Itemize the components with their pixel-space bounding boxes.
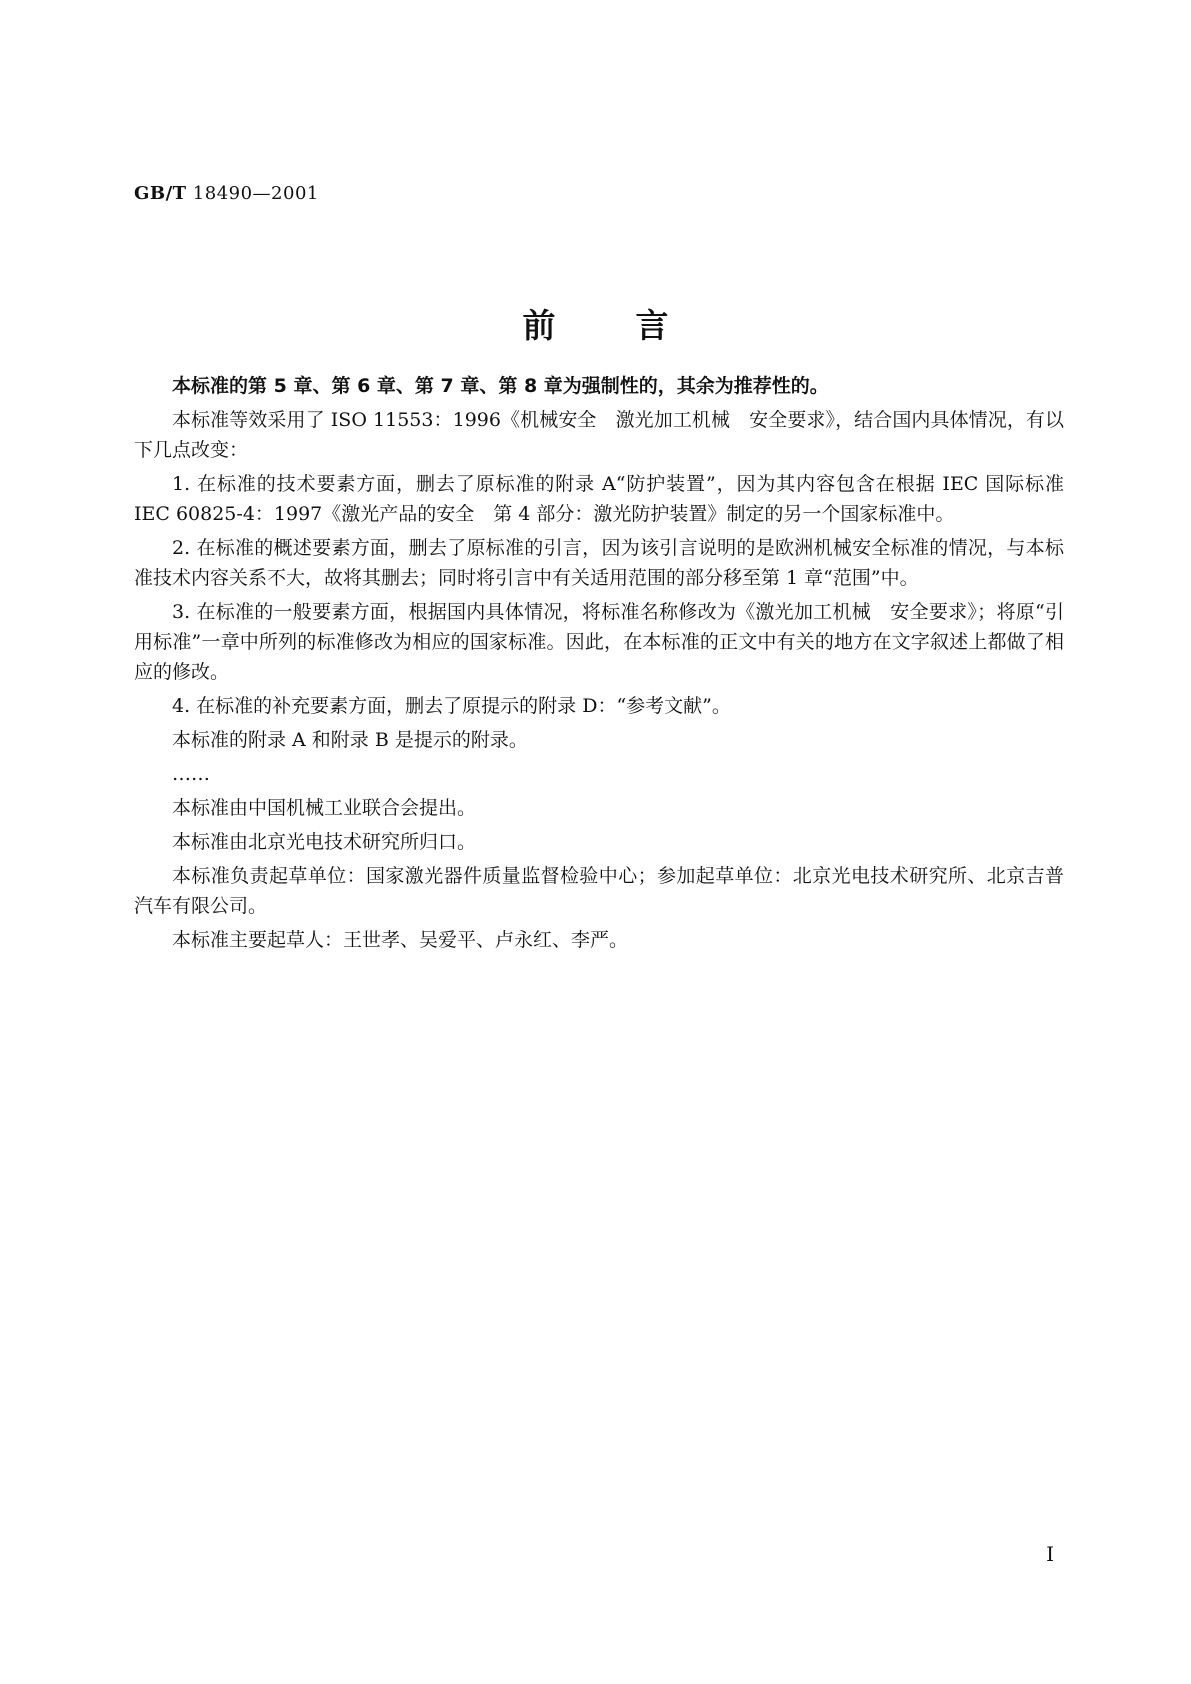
drafters-paragraph: 本标准主要起草人：王世孝、吴爱平、卢永红、李严。 (172, 929, 629, 951)
standard-code-prefix: GB/T (134, 183, 187, 204)
proposer-paragraph: 本标准由中国机械工业联合会提出。 (172, 797, 477, 819)
responsible-body-paragraph: 本标准由北京光电技术研究所归口。 (172, 831, 477, 853)
adoption-paragraph: 本标准等效采用了 ISO 11553：1996《机械安全 激光加工机械 安全要求》，结合国内具体情况，有以下几点改变： (134, 409, 1064, 461)
change-item-1: 1. 在标准的技术要素方面，删去了原标准的附录 A“防护装置”，因为其内容包含在根据 IEC 国际标准 IEC 60825-4：1997《激光产品的安全 第 4 部分：激光防护装置》制定的另一个国家标准中。 (134, 473, 1064, 525)
page-number: I (1046, 1542, 1054, 1566)
ellipsis-paragraph: …… (172, 763, 210, 785)
change-item-3: 3. 在标准的一般要素方面，根据国内具体情况，将标准名称修改为《激光加工机械 安全要求》；将原“引用标准”一章中所列的标准修改为相应的国家标准。因此，在本标准的正文中有关的地方在文字叙述上都做了相应的修改。 (134, 601, 1064, 683)
appendix-note-paragraph: 本标准的附录 A 和附录 B 是提示的附录。 (172, 729, 528, 751)
foreword-body (134, 371, 1064, 959)
drafting-units-paragraph: 本标准负责起草单位：国家激光器件质量监督检验中心；参加起草单位：北京光电技术研究所、北京吉普汽车有限公司。 (134, 865, 1064, 917)
mandatory-clause-paragraph: 本标准的第 5 章、第 6 章、第 7 章、第 8 章为强制性的，其余为推荐性的。 (172, 375, 829, 397)
change-item-2: 2. 在标准的概述要素方面，删去了原标准的引言，因为该引言说明的是欧洲机械安全标准的情况，与本标准技术内容关系不大，故将其删去；同时将引言中有关适用范围的部分移至第 1 章“范围”中。 (134, 537, 1064, 589)
page-title: 前言 (522, 306, 749, 345)
standard-code (134, 183, 319, 204)
change-item-4: 4. 在标准的补充要素方面，删去了原提示的附录 D：“参考文献”。 (172, 695, 731, 717)
standard-code-number: 18490—2001 (192, 183, 319, 204)
